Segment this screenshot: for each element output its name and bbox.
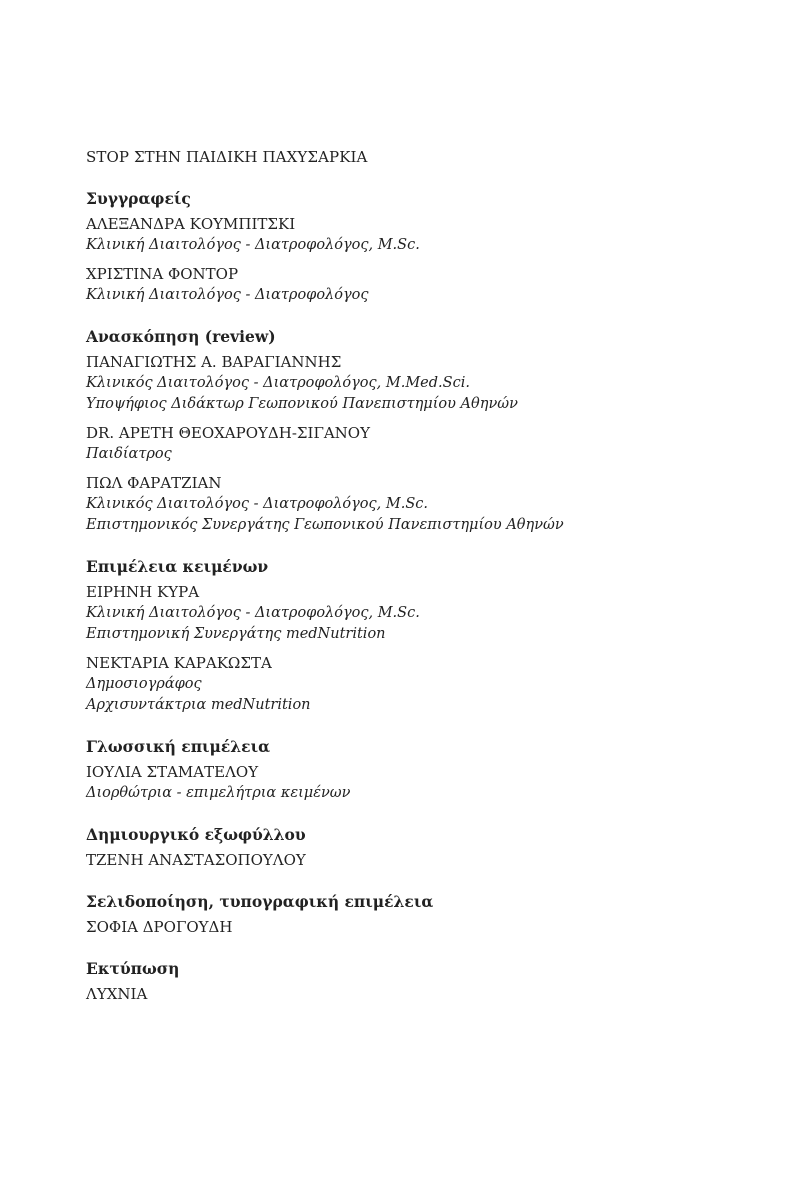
person-name: ΕΙΡΗΝΗ ΚΥΡΑ — [86, 583, 200, 601]
person-role: Κλινικός Διαιτολόγος - Διατροφολόγος, M.Sc. — [86, 496, 428, 512]
person-name: ΠΑΝΑΓΙΩΤΗΣ Α. ΒΑΡΑΓΙΑΝΝΗΣ — [86, 353, 342, 371]
credit-person — [86, 422, 766, 465]
credit-person — [86, 263, 766, 306]
person-role: Κλινική Διαιτολόγος - Διατροφολόγος — [86, 287, 369, 303]
person-name: ΑΛΕΞΑΝΔΡΑ ΚΟΥΜΠΙΤΣΚΙ — [86, 215, 296, 233]
credit-person — [86, 849, 766, 871]
credit-person — [86, 983, 766, 1005]
credit-person — [86, 351, 766, 415]
person-role: Δημοσιογράφος — [86, 676, 202, 692]
person-role: Υποψήφιος Διδάκτωρ Γεωπονικού Πανεπιστημίου Αθηνών — [86, 396, 518, 412]
person-name: ΝΕΚΤΑΡΙΑ ΚΑΡΑΚΩΣΤΑ — [86, 654, 272, 672]
credits-sections — [86, 188, 766, 1005]
section-heading: Επιμέλεια κειμένων — [86, 557, 269, 576]
person-name: ΛΥΧΝΙΑ — [86, 985, 148, 1003]
credits-section — [86, 326, 766, 536]
credit-person — [86, 916, 766, 938]
credits-section — [86, 958, 766, 1005]
credit-person — [86, 213, 766, 256]
section-heading: Γλωσσική επιμέλεια — [86, 737, 271, 756]
credits-section — [86, 736, 766, 804]
person-role: Αρχισυντάκτρια medNutrition — [86, 697, 311, 713]
person-name: ΠΩΛ ΦΑΡΑΤΖΙΑΝ — [86, 474, 222, 492]
credit-person — [86, 472, 766, 536]
credits-section — [86, 824, 766, 871]
credit-person — [86, 652, 766, 716]
credits-section — [86, 188, 766, 306]
section-heading: Σελιδοποίηση, τυπογραφική επιμέλεια — [86, 892, 434, 911]
credits-section — [86, 556, 766, 716]
person-role: Κλινική Διαιτολόγος - Διατροφολόγος, M.Sc. — [86, 237, 420, 253]
credit-person — [86, 581, 766, 645]
credits-page — [86, 146, 766, 1025]
credit-person — [86, 761, 766, 804]
person-role: Διορθώτρια - επιμελήτρια κειμένων — [86, 785, 351, 801]
section-heading: Ανασκόπηση (review) — [86, 327, 276, 346]
person-name: ΧΡΙΣΤΙΝΑ ΦΟΝΤΟΡ — [86, 265, 239, 283]
person-role: Κλινικός Διαιτολόγος - Διατροφολόγος, M.Med.Sci. — [86, 375, 470, 391]
credits-section — [86, 891, 766, 938]
person-name: DR. ΑΡΕΤΗ ΘΕΟΧΑΡΟΥΔΗ-ΣΙΓΑΝΟΥ — [86, 424, 371, 442]
person-name: ΙΟΥΛΙΑ ΣΤΑΜΑΤΕΛΟΥ — [86, 763, 259, 781]
person-role: Παιδίατρος — [86, 446, 172, 462]
section-heading: Δημιουργικό εξωφύλλου — [86, 825, 306, 844]
person-role: Επιστημονική Συνεργάτης medNutrition — [86, 626, 386, 642]
person-role: Επιστημονικός Συνεργάτης Γεωπονικού Πανεπιστημίου Αθηνών — [86, 517, 564, 533]
person-name: ΣΟΦΙΑ ΔΡΟΓΟΥΔΗ — [86, 918, 233, 936]
person-role: Κλινική Διαιτολόγος - Διατροφολόγος, M.Sc. — [86, 605, 420, 621]
person-name: ΤΖΕΝΗ ΑΝΑΣΤΑΣΟΠΟΥΛΟΥ — [86, 851, 306, 869]
section-heading: Εκτύπωση — [86, 959, 180, 978]
book-title: STOP ΣΤΗΝ ΠΑΙΔΙΚΗ ΠΑΧΥΣΑΡΚΙΑ — [86, 148, 368, 166]
section-heading: Συγγραφείς — [86, 189, 191, 208]
